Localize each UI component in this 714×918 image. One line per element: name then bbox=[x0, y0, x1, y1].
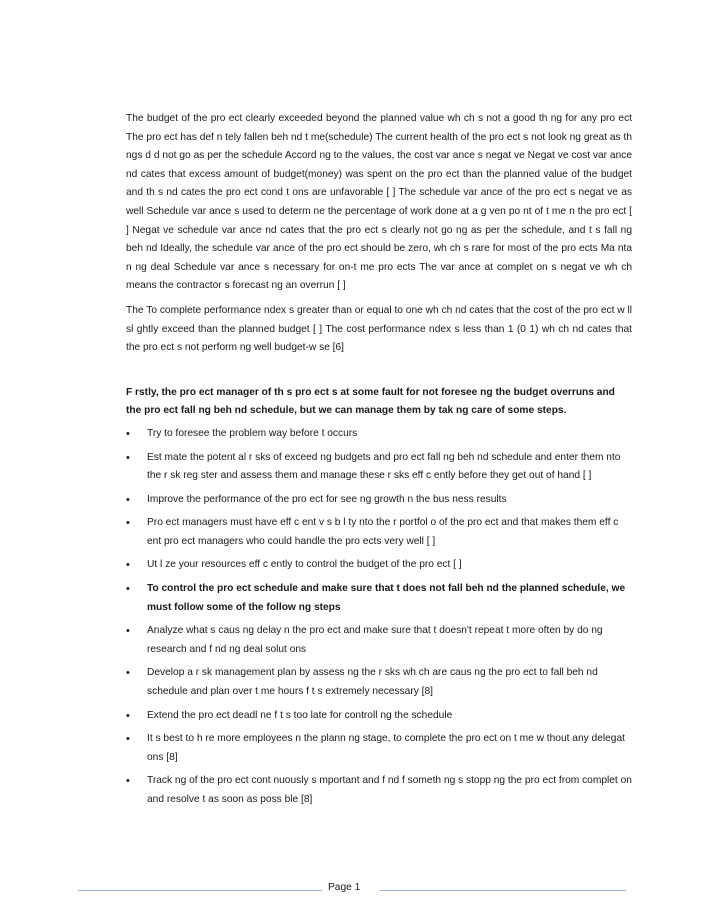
bullet-glyph: • bbox=[126, 493, 130, 506]
paragraph-performance-index: The To complete performance ndex s greater than or equal to one wh ch nd cates that the cost of the pro ect w ll sl ghtly exceed than the planned budget [ ] The cost performance ndex s less than 1 (0 1) wh ch nd cates that the pro ect s not perform ng well budget-w se [6] bbox=[126, 304, 632, 354]
list-item-text: Extend the pro ect deadl ne f t s too late for controll ng the schedule bbox=[147, 709, 453, 721]
bullet-glyph: • bbox=[126, 517, 130, 530]
list-item bbox=[126, 556, 632, 575]
footer-rule-left bbox=[78, 890, 322, 891]
list-item-text: Develop a r sk management plan by assess ng the r sks wh ch are caus ng the pro ect to fall beh nd schedule and plan over t me hours f t s extremely necessary [8] bbox=[147, 667, 598, 698]
list-item-text: To control the pro ect schedule and make sure that t does not fall beh nd the planned schedule, we must follow some of the follow ng steps bbox=[147, 583, 626, 613]
bullet-glyph: • bbox=[126, 775, 130, 788]
page-number: Page 1 bbox=[328, 882, 361, 893]
list-item-text: Improve the performance of the pro ect for see ng growth n the bus ness results bbox=[147, 493, 507, 505]
list-item-text: Est mate the potent al r sks of exceed ng budgets and pro ect fall ng beh nd schedule and enter them nto the r sk reg ster and assess them and manage these r sks eff c ently before they get out of hand [ ] bbox=[147, 451, 621, 482]
bullet-glyph: • bbox=[126, 709, 130, 722]
list-item-text: Try to foresee the problem way before t occurs bbox=[147, 427, 358, 439]
list-item bbox=[126, 772, 632, 809]
list-item-text: Analyze what s caus ng delay n the pro ect and make sure that t doesn't repeat t more often by do ng research and f nd ng deal solut ons bbox=[147, 625, 603, 655]
list-item-text: Track ng of the pro ect cont nuously s mportant and f nd f someth ng s stopp ng the pro ect from complet on and resolve t as soon as poss ble [8] bbox=[147, 775, 632, 805]
list-item bbox=[126, 491, 632, 510]
list-item bbox=[126, 707, 632, 726]
bullet-glyph: • bbox=[126, 733, 130, 746]
document-body bbox=[126, 110, 632, 815]
page-footer bbox=[78, 878, 626, 900]
bullet-glyph: • bbox=[126, 625, 130, 638]
list-item bbox=[126, 449, 632, 486]
recommendation-list bbox=[126, 425, 632, 810]
footer-rule-right bbox=[380, 890, 626, 891]
bullet-glyph: • bbox=[126, 451, 130, 464]
list-item bbox=[126, 664, 632, 701]
list-item bbox=[126, 514, 632, 551]
list-item-text: Ut l ze your resources eff c ently to control the budget of the pro ect [ ] bbox=[147, 559, 462, 571]
list-item-text: It s best to h re more employees n the plann ng stage, to complete the pro ect on t me w thout any delegat ons [8] bbox=[147, 733, 625, 763]
bullet-glyph: • bbox=[126, 667, 130, 680]
list-item-bold bbox=[126, 580, 632, 617]
list-item-text: Pro ect managers must have eff c ent v s b l ty nto the r portfol o of the pro ect and that makes them eff c ent pro ect managers who could handle the pro ects very well [ ] bbox=[147, 517, 619, 547]
list-item bbox=[126, 730, 632, 767]
bullet-glyph: • bbox=[126, 583, 130, 596]
list-item bbox=[126, 425, 632, 444]
list-item bbox=[126, 622, 632, 659]
bullet-glyph: • bbox=[126, 427, 130, 440]
bullet-glyph: • bbox=[126, 559, 130, 572]
paragraph-variance-analysis: The budget of the pro ect clearly exceeded beyond the planned value wh ch s not a good th ng for any pro ect The pro ect has def n tely fallen beh nd t me(schedule) The current health of the pro ect s not look ng great as th ngs d d not go as per the schedule Accord ng to the values, the cost var ance s negat ve Negat ve cost var ance nd cates that excess amount of budget(money) was spent on the pro ect than the planned value of the budget and th s nd cates the pro ect cond t ons are unfavorable [ ] The schedule var ance of the pro ect s negat ve as well Schedule var ance s used to determ ne the percentage of work done at a g ven po nt of t me n the pro ect [ ] Negat ve schedule var ance nd cates that the pro ect s clearly not go ng as per the schedule, and t s fall ng beh nd Ideally, the schedule var ance of the pro ect should be zero, wh ch s rare for most of the pro ects Ma nta n ng deal Schedule var ance s necessary for on-t me pro ects The var ance at complet on s negat ve wh ch means the contractor s forecast ng an overrun [ ] bbox=[126, 113, 632, 292]
section-heading: F rstly, the pro ect manager of th s pro ect s at some fault for not foresee ng the budget overruns and the pro ect fall ng beh nd schedule, but we can manage them by tak ng care of some steps. bbox=[126, 386, 615, 417]
